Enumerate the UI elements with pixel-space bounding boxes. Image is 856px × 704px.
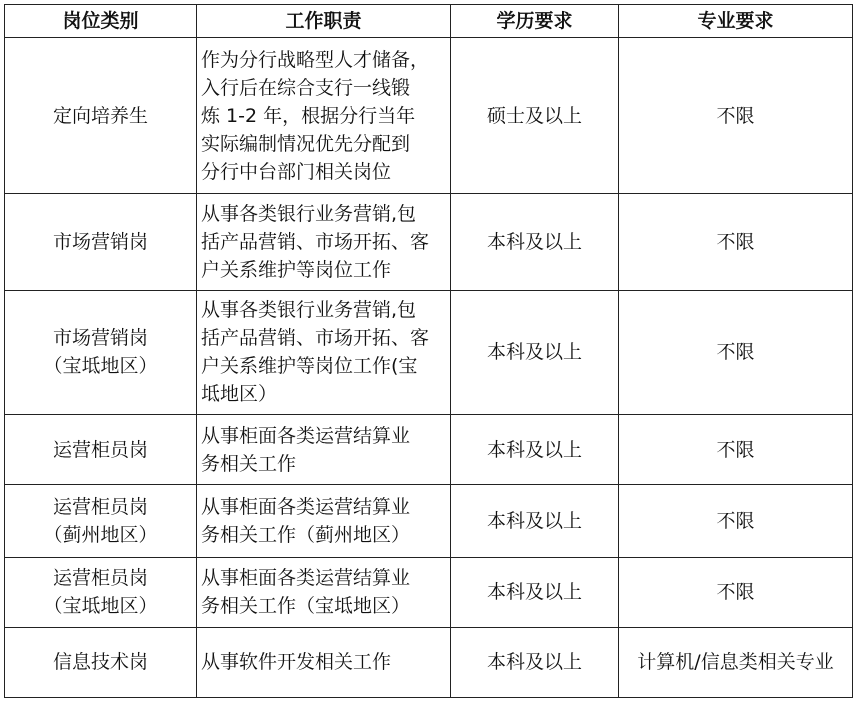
job-duty-line: 分行中台部门相关岗位 — [201, 160, 392, 183]
major-requirement-cell: 不限 — [619, 38, 853, 194]
table-row — [5, 194, 853, 290]
table-row — [5, 557, 853, 627]
table-row — [5, 485, 853, 557]
position-category-text: 定向培养生 — [52, 104, 148, 127]
position-category-cell — [5, 38, 197, 194]
position-category-text: 市场营销岗 — [52, 231, 148, 254]
job-duty-cell — [197, 194, 451, 290]
education-requirement-cell: 本科及以上 — [451, 290, 619, 414]
major-requirement-cell: 不限 — [619, 290, 853, 414]
position-region-text: （宝坻地区） — [43, 595, 158, 618]
job-duty-line: 作为分行战略型人才储备， — [201, 48, 430, 71]
job-duty-cell — [197, 557, 451, 627]
job-duty-line: 从事柜面各类运营结算业 — [201, 567, 411, 590]
header-major: 专业要求 — [619, 5, 853, 38]
position-category-cell — [5, 194, 197, 290]
job-duty-line: 入行后在综合支行一线锻 — [201, 76, 411, 99]
position-category-text: 信息技术岗 — [52, 651, 148, 674]
position-category-text: 市场营销岗 — [52, 327, 148, 350]
education-requirement-cell: 本科及以上 — [451, 415, 619, 485]
job-duty-cell — [197, 290, 451, 414]
job-duty-line: 实际编制情况优先分配到 — [201, 132, 411, 155]
job-duty-cell — [197, 627, 451, 697]
table-row — [5, 627, 853, 697]
position-region-text: （宝坻地区） — [43, 355, 158, 378]
table-body — [5, 38, 853, 698]
education-requirement-cell: 本科及以上 — [451, 194, 619, 290]
header-category: 岗位类别 — [5, 5, 197, 38]
job-duty-cell — [197, 485, 451, 557]
major-requirement-cell: 不限 — [619, 194, 853, 290]
job-duty-line: 户关系维护等岗位工作(宝 — [201, 355, 418, 378]
job-duty-cell — [197, 38, 451, 194]
job-duty-line: 从事各类银行业务营销,包 — [201, 299, 417, 322]
position-category-cell — [5, 627, 197, 697]
table-row — [5, 290, 853, 414]
job-duty-line: 务相关工作 — [201, 452, 297, 475]
position-category-cell — [5, 415, 197, 485]
job-duty-line: 务相关工作（宝坻地区） — [201, 595, 411, 618]
job-duty-line: 坻地区） — [201, 383, 278, 406]
position-category-text: 运营柜员岗 — [52, 438, 148, 461]
position-region-text: （蓟州地区） — [43, 523, 158, 546]
job-duty-line: 从事柜面各类运营结算业 — [201, 495, 411, 518]
table-row — [5, 415, 853, 485]
header-duty: 工作职责 — [197, 5, 451, 38]
job-duty-line: 务相关工作（蓟州地区） — [201, 523, 411, 546]
position-category-cell — [5, 485, 197, 557]
position-category-text: 运营柜员岗 — [52, 495, 148, 518]
major-requirement-cell: 不限 — [619, 415, 853, 485]
job-duty-line: 括产品营销、市场开拓、客 — [201, 231, 430, 254]
header-education: 学历要求 — [451, 5, 619, 38]
education-requirement-cell: 本科及以上 — [451, 485, 619, 557]
position-category-cell — [5, 557, 197, 627]
header-row — [5, 5, 853, 38]
education-requirement-cell: 本科及以上 — [451, 627, 619, 697]
position-category-text: 运营柜员岗 — [52, 567, 148, 590]
education-requirement-cell: 本科及以上 — [451, 557, 619, 627]
job-requirements-table — [4, 4, 853, 698]
job-duty-line: 从事各类银行业务营销,包 — [201, 203, 417, 226]
job-duty-line: 户关系维护等岗位工作 — [201, 259, 392, 282]
table-row — [5, 38, 853, 194]
job-duty-line: 括产品营销、市场开拓、客 — [201, 327, 430, 350]
position-category-cell — [5, 290, 197, 414]
major-requirement-cell: 计算机/信息类相关专业 — [619, 627, 853, 697]
job-duty-line: 从事软件开发相关工作 — [201, 651, 392, 674]
table-header — [5, 5, 853, 38]
job-duty-line: 从事柜面各类运营结算业 — [201, 424, 411, 447]
education-requirement-cell: 硕士及以上 — [451, 38, 619, 194]
major-requirement-cell: 不限 — [619, 557, 853, 627]
major-requirement-cell: 不限 — [619, 485, 853, 557]
job-duty-cell — [197, 415, 451, 485]
job-duty-line: 炼 1-2 年，根据分行当年 — [201, 104, 416, 127]
